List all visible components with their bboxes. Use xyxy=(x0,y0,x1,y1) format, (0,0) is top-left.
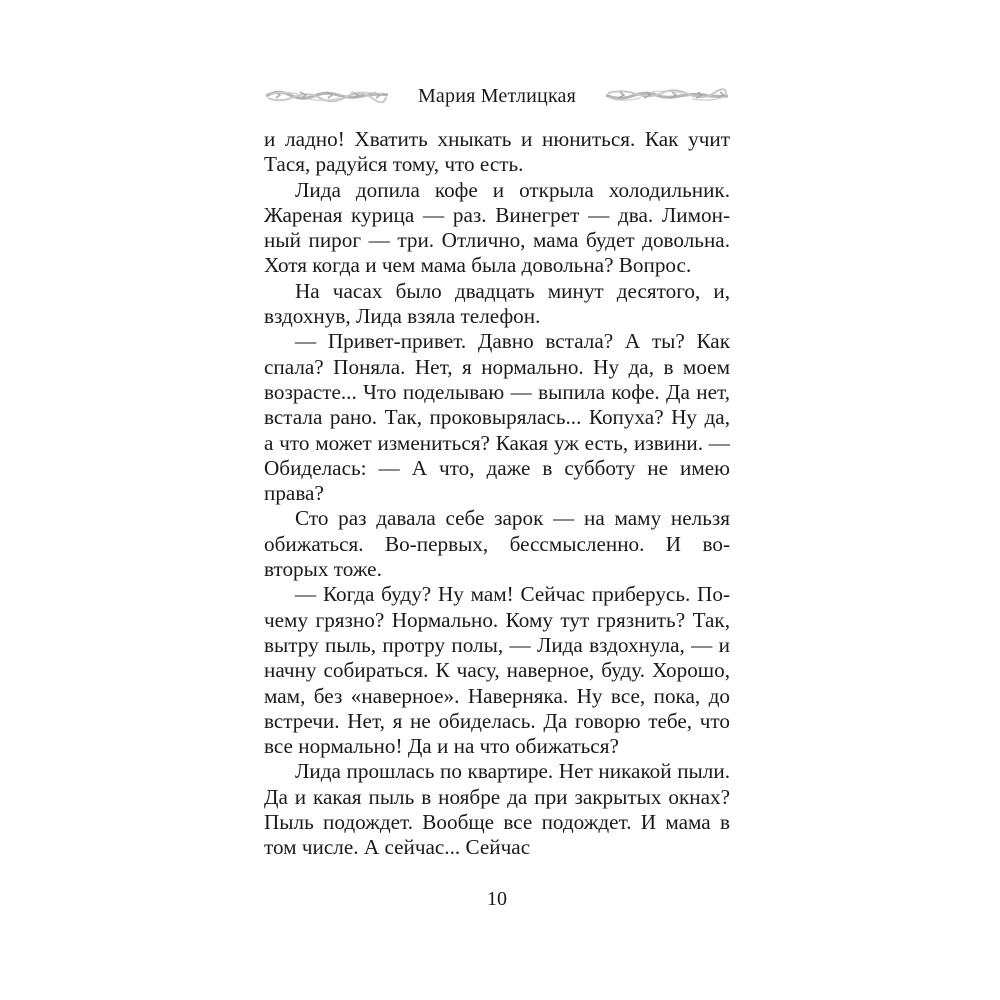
paragraph: — Привет-привет. Давно встала? А ты? Как спала? Поняла. Нет, я нормально. Ну да, в моем возрасте... Что поделываю — выпила кофе. Да нет, встала рано. Так, проковырялась... Копуха? Ну да, а что может измениться? Какая уж есть, извини. — Обиделась: — А что, даже в субботу не имею права? xyxy=(264,329,730,506)
paragraph: Лида допила кофе и открыла холодильник. Жареная курица — раз. Винегрет — два. Лимонный пирог — три. Отлично, мама будет довольна. Хотя когда и чем мама была довольна? Вопрос. xyxy=(264,177,730,278)
paragraph: Лида прошлась по квартире. Нет никакой пыли. Да и какая пыль в ноябре да при закрытых окнах? Пыль подождет. Вообще все подождет. И мама в том числе. А сейчас... Сейчас xyxy=(264,759,730,860)
author-name: Мария Метлицкая xyxy=(417,84,577,107)
book-page xyxy=(264,78,730,910)
body-text xyxy=(264,127,730,861)
paragraph: На часах было двадцать минут десятого, и, вздохнув, Лида взяла телефон. xyxy=(264,278,730,329)
decorative-scroll-icon xyxy=(604,85,730,107)
paragraph: Сто раз давала себе зарок — на маму нельзя обижаться. Во-первых, бессмысленно. И во-вторых тоже. xyxy=(264,506,730,582)
page-number: 10 xyxy=(487,888,507,910)
paragraph: и ладно! Хватить хныкать и нюниться. Как учит Тася, радуйся тому, что есть. xyxy=(264,127,730,177)
paragraph: — Когда буду? Ну мам! Сейчас приберусь. Почему грязно? Нормально. Кому тут грязнить? Так, вытру пыль, протру полы, — Лида вздохнула, — и начну собираться. К часу, наверное, буду. Хорошо, мам, без «наверное». Наверняка. Ну все, пока, до встречи. Нет, я не обиделась. Да говорю тебе, что все нормально! Да и на что обижаться? xyxy=(264,582,730,759)
decorative-scroll-icon xyxy=(264,85,390,107)
running-header xyxy=(264,78,730,114)
